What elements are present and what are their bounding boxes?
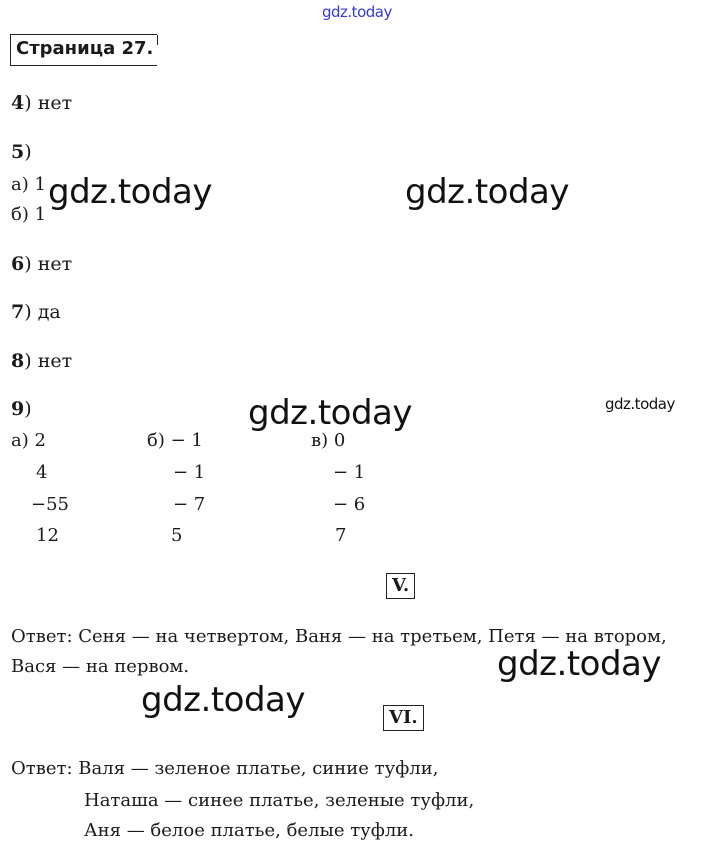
answer-4-number: 4 [11,92,25,114]
watermark-2: gdz.today [405,172,569,212]
answer-7-text: да [31,301,61,323]
section-6-answer-line-3: Аня — белое платье, белые туфли. [84,820,414,841]
watermark-3: gdz.today [248,393,412,433]
answer-9-col-b-row-3: − 7 [173,494,206,515]
answer-9-col-a-row-4: 12 [36,525,59,546]
answer-5b: б) 1 [11,204,47,225]
answer-8-paren: ) [24,350,32,372]
answer-9-col-c-row-4: 7 [335,525,347,546]
answer-9-col-c-row-1: в) 0 [311,430,346,451]
answer-9-col-b-row-2: − 1 [173,462,206,483]
answer-8 [11,350,72,372]
answer-9-number: 9 [11,398,25,420]
answer-9-col-b-row-4: 5 [171,525,183,546]
answer-9-col-a-row-2: 4 [36,462,48,483]
answer-8-number: 8 [11,350,25,372]
answer-9-heading [11,398,32,420]
watermark-6: gdz.today [141,680,305,720]
section-5-label: V. [386,573,415,599]
answer-9-col-c-row-3: − 6 [333,494,366,515]
answer-7 [11,301,61,323]
answer-6-paren: ) [24,253,32,275]
watermark-4: gdz.today [605,395,675,413]
section-6-answer-line-1: Ответ: Валя — зеленое платье, синие туфли, [11,758,439,779]
page-title: Страница 27. [16,38,154,59]
answer-6 [11,253,72,275]
answer-6-number: 6 [11,253,25,275]
section-5-answer-line-1: Ответ: Сеня — на четвертом, Ваня — на третьем, Петя — на втором, [11,626,667,647]
answer-7-paren: ) [24,301,32,323]
watermark-1: gdz.today [48,172,212,212]
section-6-answer-line-2: Наташа — синее платье, зеленые туфли, [84,790,475,811]
answer-4-text: нет [31,92,73,114]
answer-5-heading [11,141,32,163]
answer-4-paren: ) [24,92,32,114]
answer-7-number: 7 [11,301,25,323]
answer-9-col-c-row-2: − 1 [333,462,366,483]
answer-5a: а) 1 [11,174,46,195]
watermark-5: gdz.today [497,644,661,684]
answer-5-paren: ) [24,141,32,163]
answer-5-number: 5 [11,141,25,163]
section-6-label: VI. [383,705,424,731]
section-5-answer-line-2: Вася — на первом. [11,656,190,677]
answer-9-col-a-row-3: −55 [31,494,69,515]
answer-6-text: нет [31,253,73,275]
watermark-top: gdz.today [322,3,392,21]
answer-9-col-b-row-1: б) − 1 [147,430,203,451]
answer-4 [11,92,72,114]
answer-8-text: нет [31,350,73,372]
answer-9-col-a-row-1: а) 2 [11,430,46,451]
answer-9-paren: ) [24,398,32,420]
